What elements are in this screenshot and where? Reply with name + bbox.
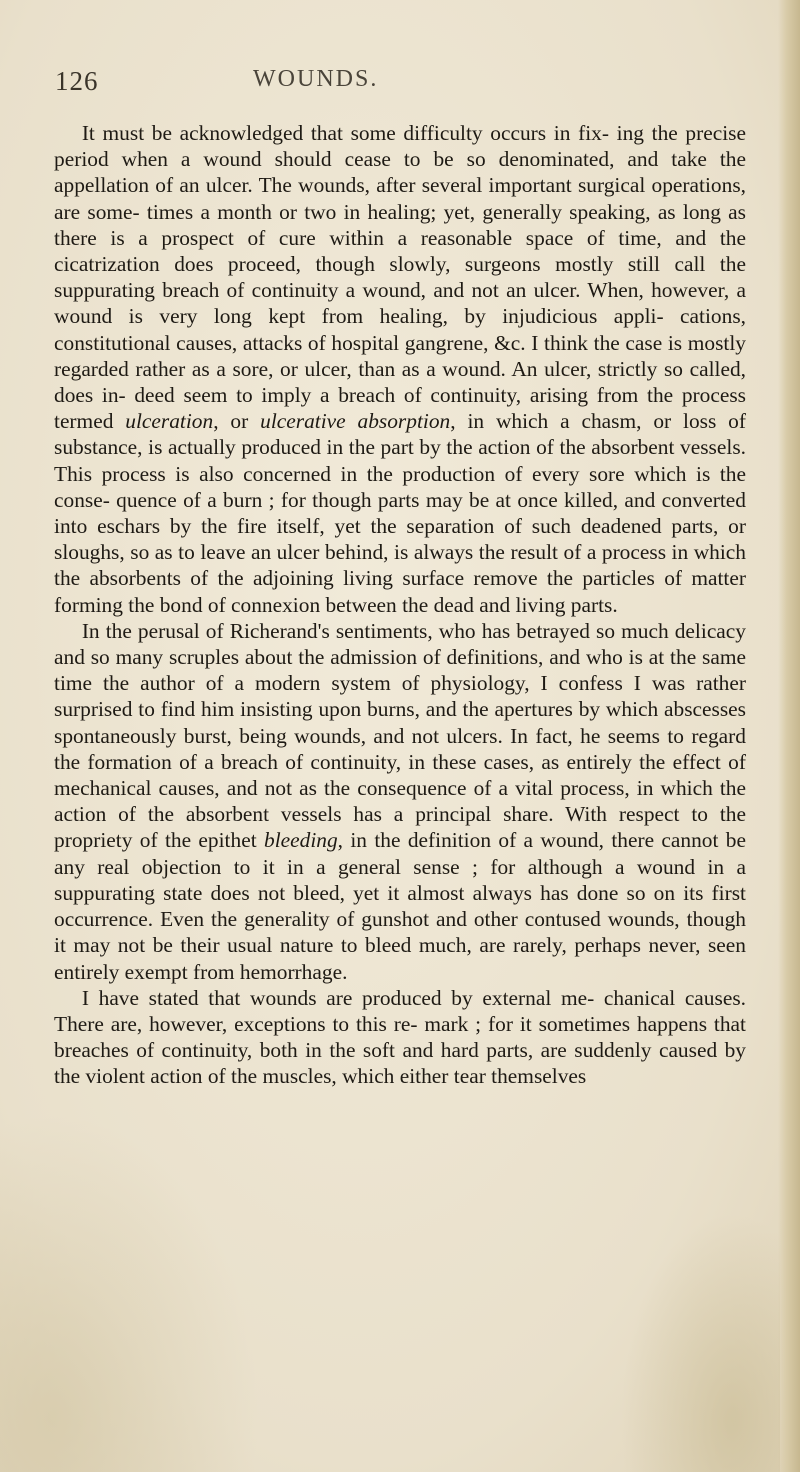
text-run: , in the definition of a wound, there cannot be any real objection to it in a general sense ; for although a wound in a suppurating state does not bleed, yet it almost always has done so on its first occurrence. Even the generality of gunshot and other contused wounds, though it may not be their usual nature to bleed much, are rarely, perhaps never, seen entirely exempt from hemorrhage. (54, 828, 746, 984)
text-run: It must be acknowledged that some difficulty occurs in fix- ing the precise period when a wound should cease to be so denominated, and take the appellation of an ulcer. The wounds, after several important surgical operations, are some- times a month or two in healing; yet, generally speaking, as long as there is a prospect of cure within a reasonable space of time, and the cicatrization does proceed, though slowly, surgeons mostly still call the suppurating breach of continuity a wound, and not an ulcer. When, however, a wound is very long kept from healing, by injudicious appli- cations, constitutional causes, attacks of hospital gangrene, &c. I think the case is mostly regarded rather as a sore, or ulcer, than as a wound. An ulcer, strictly so called, does in- deed seem to imply a breach of continuity, arising from the process termed (54, 121, 746, 434)
text-run: In the perusal of Richerand's sentiments, who has betrayed so much delicacy and so many scruples about the admission of definitions, and who is at the same time the author of a modern system of physiology, I confess I was rather surprised to find him insisting upon burns, and the apertures by which abscesses spontaneously burst, being wounds, and not ulcers. In fact, he seems to regard the formation of a breach of continuity, in these cases, as entirely the effect of mechanical causes, and not as the consequence of a vital process, in which the action of the absorbent vessels has a principal share. With respect to the propriety of the epithet (54, 618, 746, 853)
paper-stain (0, 1112, 260, 1472)
italic-term: ulceration (125, 409, 214, 434)
body-text (54, 120, 746, 1090)
page-edge-shadow (778, 0, 800, 1472)
paper-stain (620, 1212, 780, 1472)
paragraph (54, 120, 746, 618)
paragraph (54, 985, 746, 1090)
running-head: WOUNDS. (253, 66, 379, 92)
paragraph (54, 618, 746, 985)
italic-term: ulcerative absorption (260, 409, 451, 434)
page-header (55, 66, 745, 106)
text-run: I have stated that wounds are produced by external me- chanical causes. There are, however, exceptions to this re- mark ; for it sometimes happens that breaches of continuity, both in the soft and hard parts, are suddenly caused by the violent action of the muscles, which either tear themselves (54, 985, 746, 1089)
text-run: , or (213, 409, 261, 434)
italic-term: bleeding (264, 828, 338, 853)
page-number: 126 (55, 66, 99, 96)
text-run: , in which a chasm, or loss of substance, is actually produced in the part by the action of the absorbent vessels. This process is also concerned in the production of every sore which is the conse- quence of a burn ; for though parts may be at once killed, and converted into eschars by the fire itself, yet the separation of such deadened parts, or sloughs, so as to leave an ulcer behind, is always the result of a process in which the absorbents of the adjoining living surface remove the particles of matter forming the bond of connexion between the dead and living parts. (54, 409, 747, 617)
